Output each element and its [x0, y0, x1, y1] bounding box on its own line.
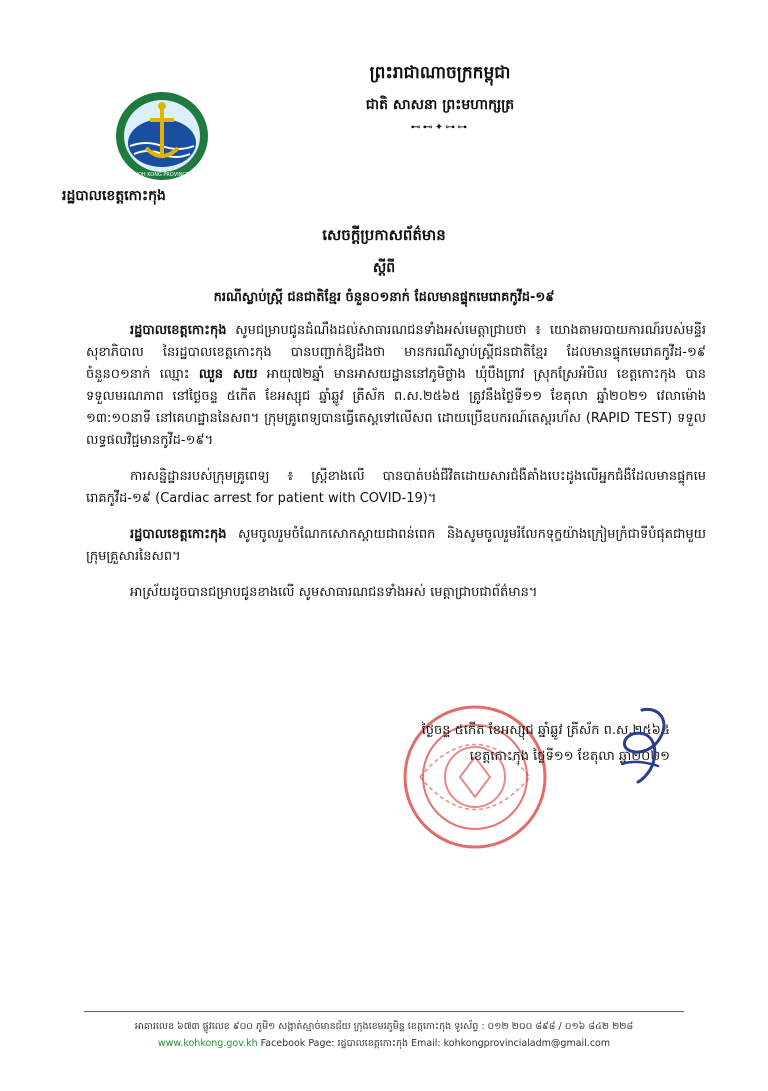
- footer: [84, 1018, 684, 1052]
- document-about: ស្តីពី: [372, 260, 396, 276]
- footer-contact-text: Facebook Page: រដ្ឋបាលខេត្តកោះកុង Email: kohkongprovincialadm@gmail.com: [257, 1038, 611, 1049]
- footer-divider: [84, 1011, 684, 1012]
- paragraph-announcement: [86, 320, 706, 452]
- document-subject: ករណីស្លាប់ស្ត្រី ជនជាតិខ្មែរ ចំនួន០១នាក់ ដែលមានផ្ទុកមេរោគកូវីដ-១៩: [213, 290, 555, 305]
- footer-address: អាគារលេខ ៦៧៣ ផ្លូវលេខ ៩០០ ភូមិ១ សង្កាត់ស្មាច់មានជ័យ ក្រុងខេមរភូមិន្ទ ខេត្តកោះកុង ទូរស័ព្ទ : ០១២ ២០០ ៨៩៨ / ០១៦ ៨៤២ ២២៨: [134, 1021, 634, 1032]
- issuing-authority: រដ្ឋបាលខេត្តកោះកុង: [62, 188, 166, 204]
- deceased-name: ឈួន សយ: [198, 367, 258, 382]
- koh-kong-emblem: [112, 88, 212, 184]
- lunar-date: ថ្ងៃចន្ទ ៥កើត ខែអស្សុជ ឆ្នាំឆ្លូវ ត្រីស័ក ព.ស.២៥៦៥: [421, 723, 670, 738]
- paragraph-conclusion: ការសន្និដ្ឋានរបស់ក្រុមគ្រូពេទ្យ ៖ ស្ត្រីខាងលើ បានបាត់បង់ជីវិតដោយសារជំងឺគាំងបេះដូងលើអ្នកជំងឺដែលមានផ្ទុកមេរោគកូវីដ-១៩ (Cardiac arrest for patient with COVID-19)។: [86, 469, 706, 506]
- kingdom-header: [290, 62, 590, 133]
- footer-contacts: [84, 1035, 684, 1052]
- handwritten-signature: [612, 704, 674, 784]
- national-motto: ជាតិ សាសនា ព្រះមហាក្សត្រ: [365, 97, 515, 113]
- ornament-divider: ⊷⊷✦⊶⊶: [410, 122, 470, 133]
- emblem-label: KOH KONG PROVINCE: [134, 172, 190, 178]
- document-title: សេចក្តីប្រកាសព័ត៌មាន: [322, 226, 446, 244]
- announcement-text-a: សូមជម្រាបជូនដំណឹងដល់សាធារណជនទាំងអស់មេត្តាជ្រាបថា ៖ យោងតាមរបាយការណ៍របស់មន្ទីរសុខាភិបាល នៃរដ្ឋបាលខេត្តកោះកុង បានបញ្ជាក់ឱ្យដឹងថា មានករណីស្លាប់ស្ត្រីជនជាតិខ្មែរ ដែលមានផ្ទុកមេរោគកូវីដ-១៩ ចំនួន០១នាក់ ឈ្មោះ: [86, 323, 706, 382]
- kingdom-name: ព្រះរាជាណាចក្រកម្ពុជា: [369, 63, 511, 83]
- announcement-text-b: អាយុ៧២ឆ្នាំ មានអាសយដ្ឋាននៅភូមិថ្លាង ឃុំបឹងព្រាវ ស្រុកស្រែអំបិល ខេត្តកោះកុង បានទទួលមរណភាព នៅថ្ងៃចន្ទ ៥កើត ខែអស្សុជ ឆ្នាំឆ្លូវ ត្រីស័ក ព.ស.២៥៦៥ ត្រូវនឹងថ្ងៃទី១១ ខែតុលា ឆ្នាំ២០២១ វេលាម៉ោង ១៣:១០នាទី នៅគេហដ្ឋាននៃសព។ ក្រុមគ្រូពេទ្យបានធ្វើតេស្តទៅលើសព ដោយប្រើឧបករណ៍តេស្តរហ័ស (RAPID TEST) ទទួលលទ្ធផលវិជ្ជមានកូវីដ-១៩។: [86, 367, 707, 448]
- paragraph-condolence: [86, 524, 706, 568]
- document-body: [86, 320, 706, 618]
- document-title-block: [100, 226, 668, 308]
- condolence-text: សូមចូលរួមចំណែកសោកស្តាយជាពន់ពេក និងសូមចូលរួមរំលែកទុក្ខយ៉ាងក្រៀមក្រំជាទីបំផុតជាមួយក្រុមគ្រួសារនៃសព។: [86, 527, 706, 564]
- website-link[interactable]: www.kohkong.gov.kh: [157, 1038, 258, 1049]
- solar-date: ខេត្តកោះកុង ថ្ងៃទី១១ ខែតុលា ឆ្នាំ២០២១: [469, 749, 670, 764]
- paragraph-closing: អាស្រ័យដូចបានជម្រាបជូនខាងលើ សូមសាធារណជនទាំងអស់ មេត្តាជ្រាបជាព័ត៌មាន។: [130, 585, 538, 600]
- authority-lead: រដ្ឋបាលខេត្តកោះកុង: [130, 323, 227, 338]
- authority-lead-2: រដ្ឋបាលខេត្តកោះកុង: [130, 527, 227, 542]
